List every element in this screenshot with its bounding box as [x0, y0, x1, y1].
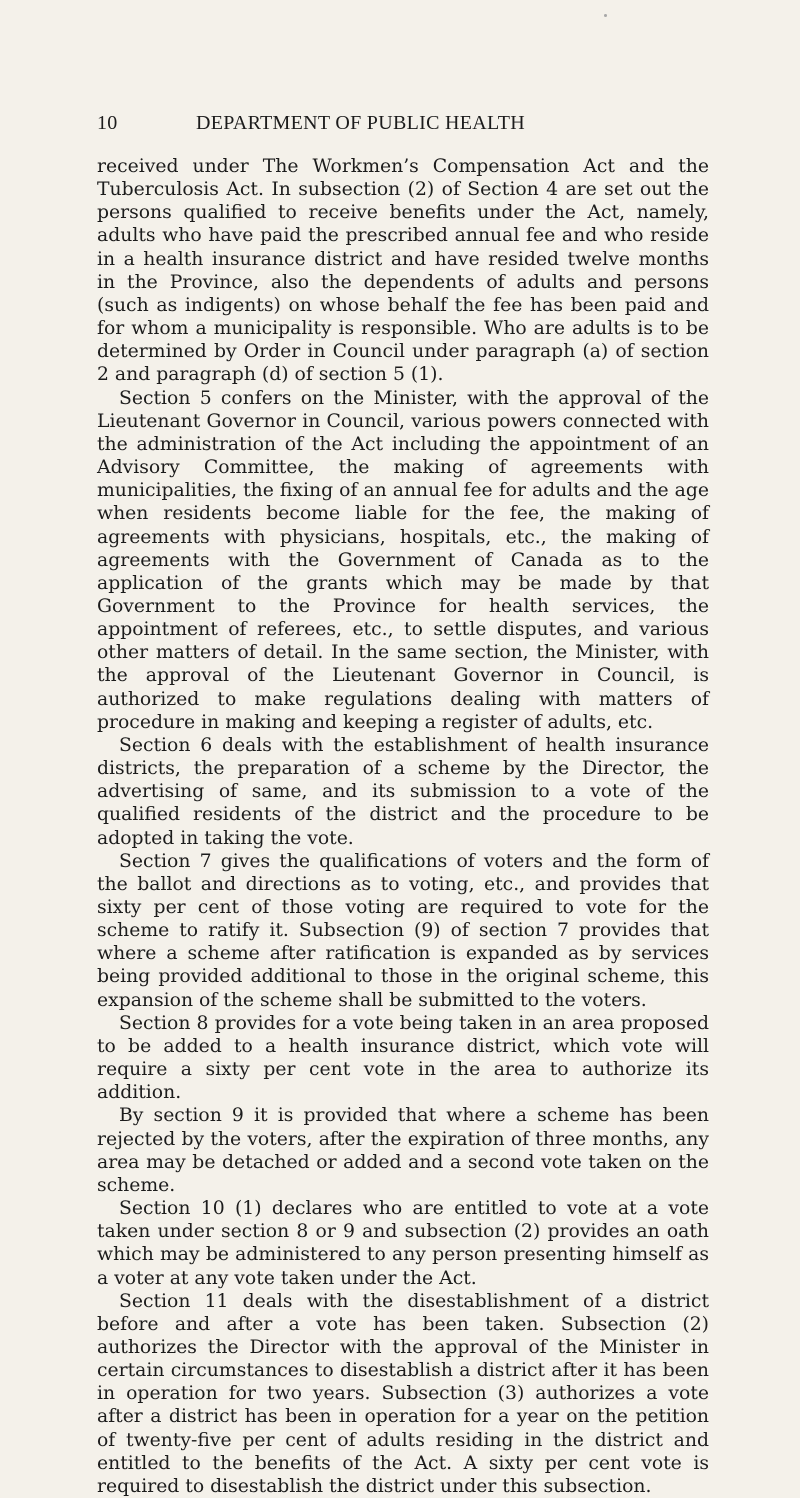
page-header — [97, 112, 709, 140]
paragraph-section-7: Section 7 gives the qualifications of voters and the form of the ballot and directions as to voting, etc., and provides that sixty per cent of those voting are required to vote for the scheme to ratify it. Subsection (9) of section 7 provides that where a scheme after ratification is expanded as by services being provided additional to those in the original scheme, this expansion of the scheme shall be submitted to the voters. — [97, 850, 709, 1011]
paragraph-continuation: received under The Workmen’s Compensation Act and the Tuberculosis Act. In subsection (2) of Section 4 are set out the persons qualified to receive benefits under the Act, namely, adults who have paid the prescribed annual fee and who reside in a health insurance district and have resided twelve months in the Province, also the dependents of adults and persons (such as indigents) on whose behalf the fee has been paid and for whom a municipality is responsible. Who are adults is to be determined by Order in Council under paragraph (a) of section 2 and paragraph (d) of section 5 (1). — [97, 156, 709, 386]
paragraph-section-11: Section 11 deals with the disestablishment of a district before and after a vote has been taken. Subsection (2) authorizes the Director with the approval of the Minister in certain circumstances to disestablish a district after it has been in operation for two years. Subsection (3) authorizes a vote after a district has been in operation for a year on the petition of twenty-five per cent of adults residing in the district and entitled to the benefits of the Act. A sixty per cent vote is required to disestablish the district under this subsection. — [97, 1290, 709, 1497]
paragraph-section-6: Section 6 deals with the establishment of health insurance districts, the preparation of a scheme by the Director, the advertising of same, and its submission to a vote of the qualified residents of the district and the procedure to be adopted in taking the vote. — [97, 734, 709, 849]
running-head: DEPARTMENT OF PUBLIC HEALTH — [196, 112, 525, 134]
paragraph-section-8: Section 8 provides for a vote being taken in an area proposed to be added to a health insurance district, which vote will require a sixty per cent vote in the area to authorize its addition. — [97, 1012, 709, 1104]
paragraph-section-10: Section 10 (1) declares who are entitled to vote at a vote taken under section 8 or 9 and subsection (2) provides an oath which may be administered to any person presenting himself as a voter at any vote taken under the Act. — [97, 1198, 709, 1289]
body-text — [97, 155, 709, 1498]
page-number: 10 — [97, 112, 118, 134]
document-page — [97, 112, 709, 1498]
paragraph-section-9: By section 9 it is provided that where a scheme has been rejected by the voters, after the expiration of three months, any area may be detached or added and a second vote taken on the scheme. — [97, 1105, 709, 1196]
paragraph-section-5: Section 5 confers on the Minister, with the approval of the Lieutenant Governor in Council, various powers connected with the administration of the Act including the appointment of an Advisory Committee, the making of agreements with municipalities, the fixing of an annual fee for adults and the age when residents become liable for the fee, the making of agreements with physicians, hospitals, etc., the making of agreements with the Government of Canada as to the application of the grants which may be made by that Government to the Province for health services, the appointment of referees, etc., to settle disputes, and various other matters of detail. In the same section, the Minister, with the approval of the Lieutenant Governor in Council, is authorized to make regulations dealing with matters of procedure in making and keeping a register of adults, etc. — [97, 387, 709, 733]
paper-speck — [604, 14, 607, 17]
